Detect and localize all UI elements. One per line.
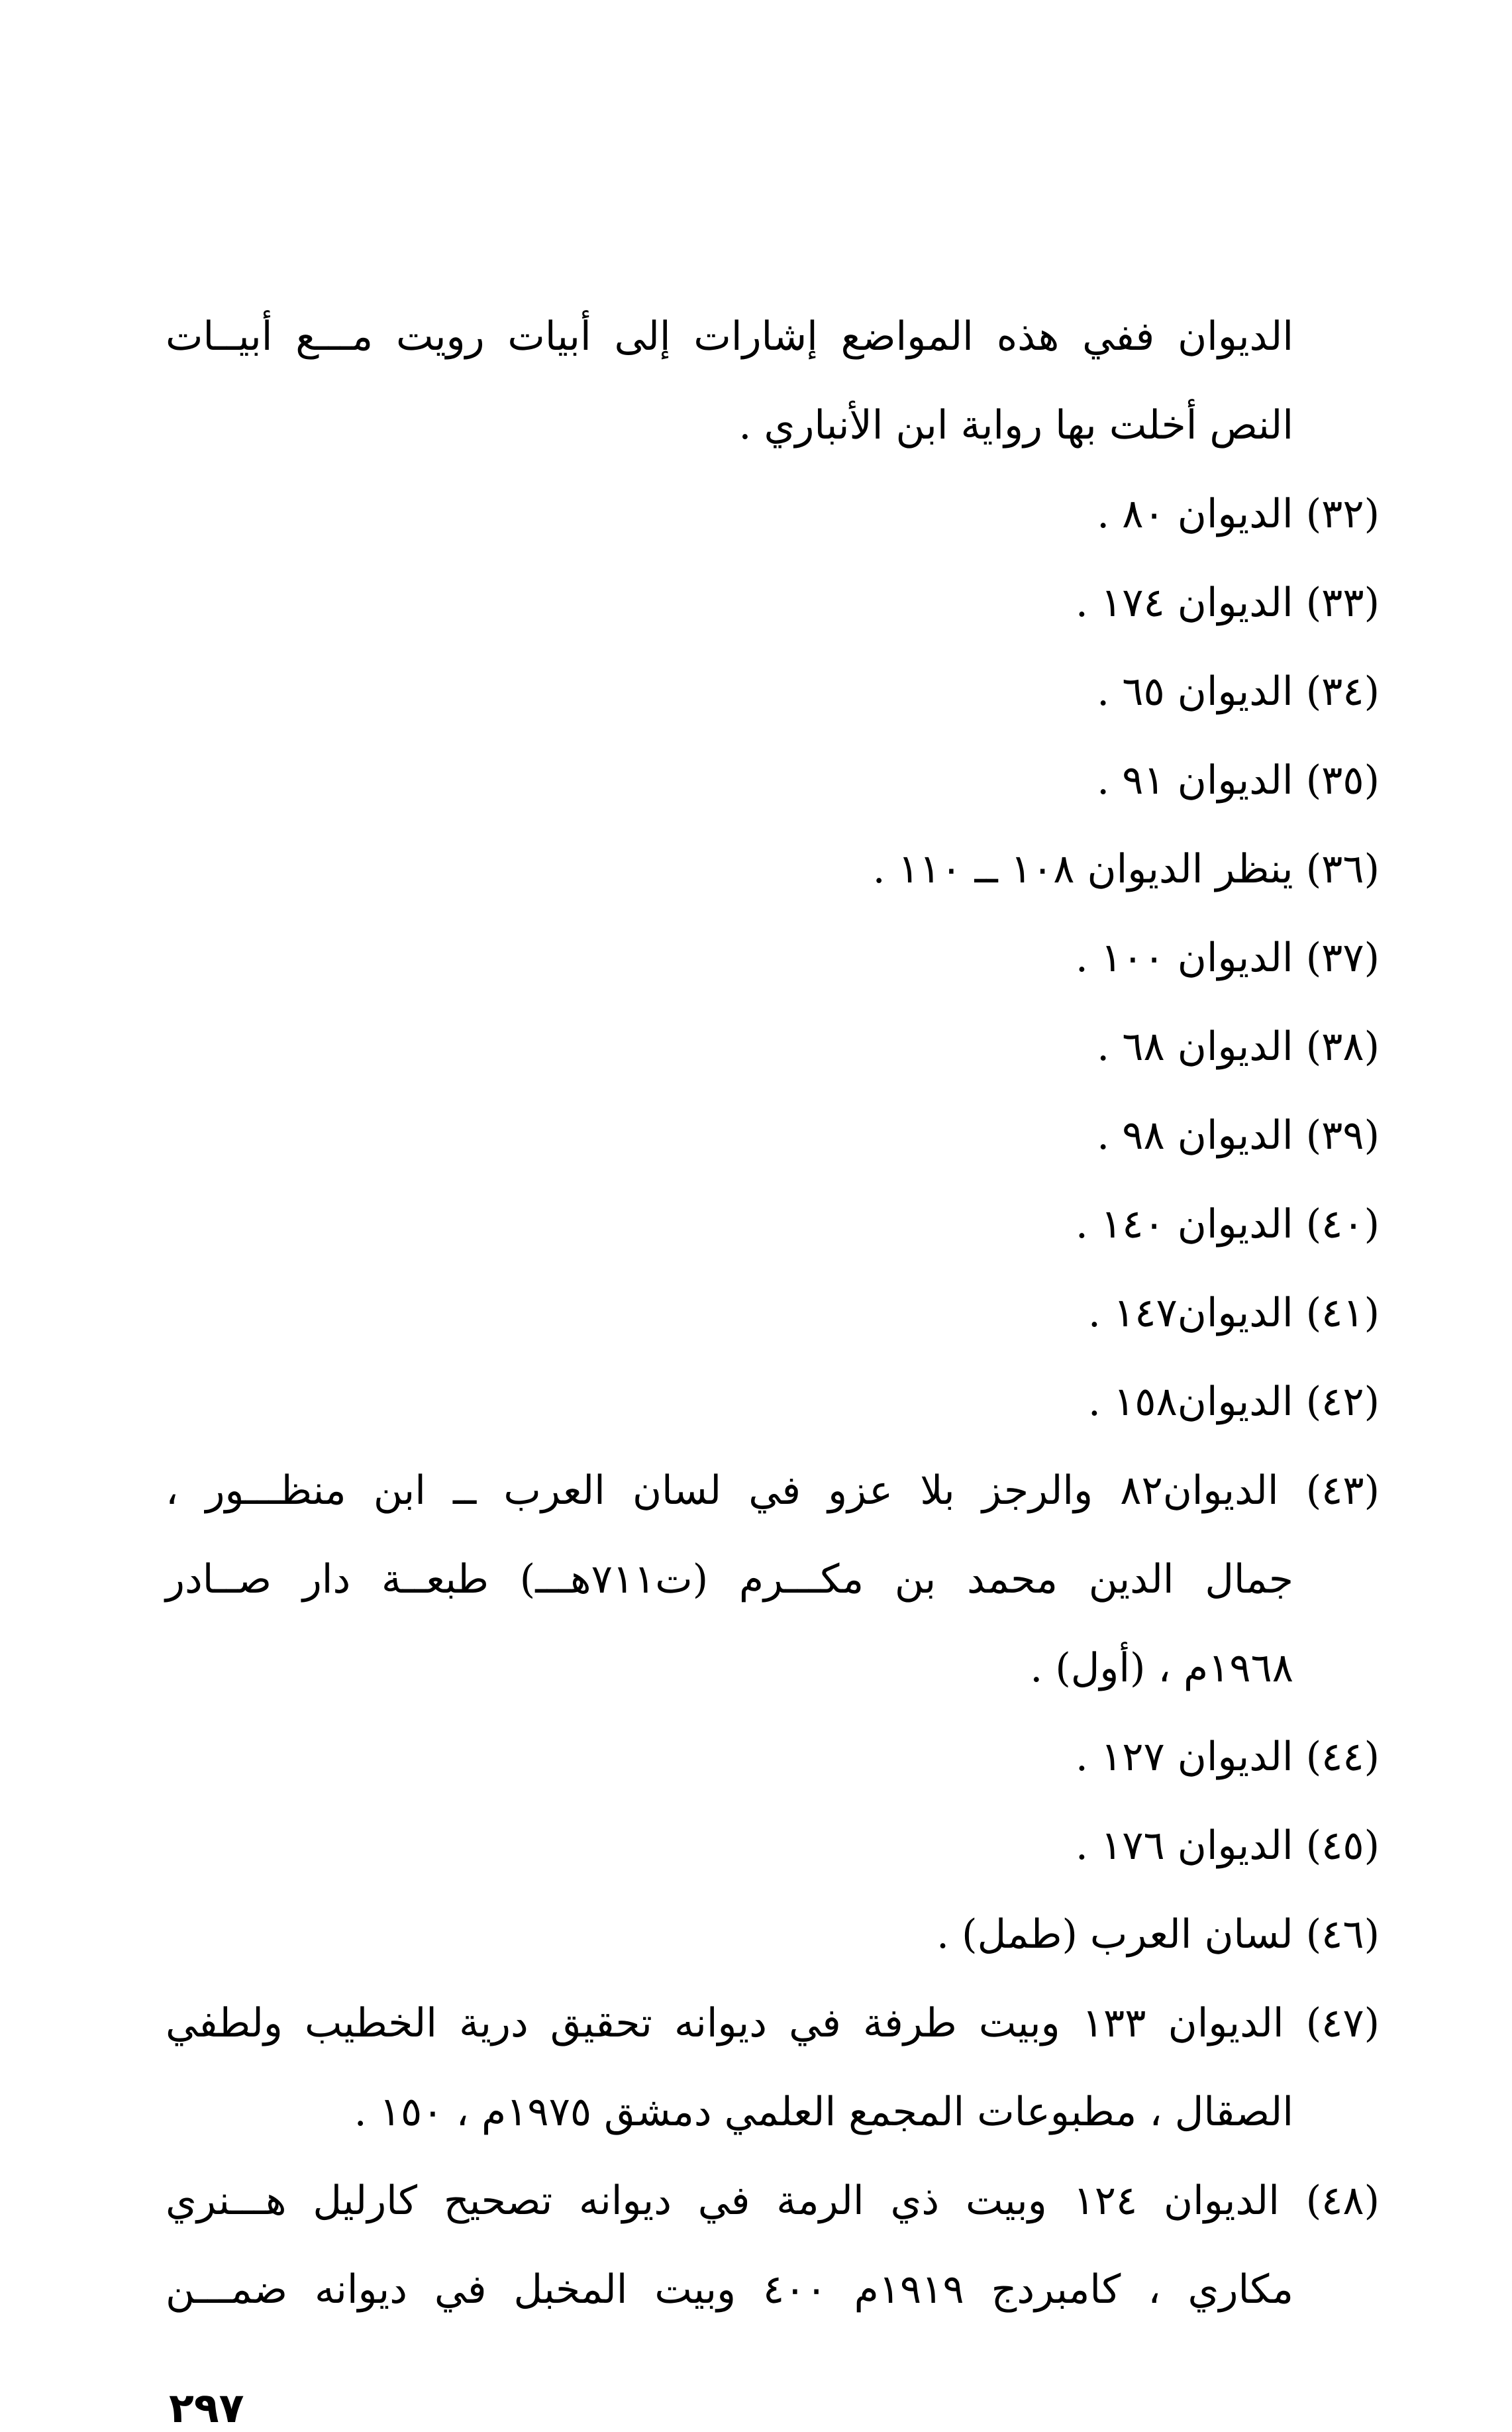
footnote-line: (٣٢) الديوان ٨٠ .	[1097, 491, 1380, 537]
footnote-line: (٣٣) الديوان ١٧٤ .	[1075, 580, 1380, 626]
footnote-line: (٣٩) الديوان ٩٨ .	[1097, 1112, 1380, 1159]
footnote-line: (٤١) الديوان١٤٧ .	[1087, 1290, 1380, 1336]
footnote-line: (٤٨) الديوان ١٢٤ وبيت ذي الرمة في ديوانه تصحيح كارليل هـــنري	[166, 2178, 1380, 2224]
footnote-line: (٤٥) الديوان ١٧٦ .	[1075, 1823, 1380, 1869]
text-line: الصقال ، مطبوعات المجمع العلمي دمشق ١٩٧٥م ، ١٥٠ .	[354, 2089, 1293, 2135]
footnote-line: (٤٤) الديوان ١٢٧ .	[1075, 1734, 1380, 1780]
text-line: النص أخلت بها رواية ابن الأنباري .	[738, 402, 1293, 449]
footnote-line: (٣٤) الديوان ٦٥ .	[1097, 668, 1380, 715]
footnote-line: (٣٧) الديوان ١٠٠ .	[1075, 935, 1380, 981]
page-number: ٢٩٧	[169, 2384, 244, 2432]
footnote-line: (٣٥) الديوان ٩١ .	[1097, 757, 1380, 804]
footnote-line: (٤٦) لسان العرب (طمل) .	[936, 1911, 1380, 1958]
footnote-line: (٣٨) الديوان ٦٨ .	[1097, 1024, 1380, 1070]
text-line: مكاري ، كامبردج ١٩١٩م ٤٠٠ وبيت المخبل في ديوانه ضمـــن	[166, 2266, 1294, 2313]
footnote-line: (٤٧) الديوان ١٣٣ وبيت طرفة في ديوانه تحقيق درية الخطيب ولطفي	[166, 2000, 1380, 2046]
text-line: جمال الدين محمد بن مكـــرم (ت٧١١هـــ) طبعــة دار صــادر	[166, 1556, 1293, 1603]
footnote-line: (٣٦) ينظر الديوان ١٠٨ ــ ١١٠ .	[872, 846, 1380, 892]
footnote-line: (٤٠) الديوان ١٤٠ .	[1075, 1201, 1380, 1247]
footnote-line: (٤٢) الديوان١٥٨ .	[1087, 1379, 1380, 1425]
footnote-line: (٤٣) الديوان٨٢ والرجز بلا عزو في لسان العرب ــ ابن منظـــور ،	[166, 1467, 1380, 1514]
text-line: الديوان ففي هذه المواضع إشارات إلى أبيات رويت مـــع أبيــات	[166, 313, 1293, 360]
text-line: ١٩٦٨م ، (أول) .	[1030, 1645, 1293, 1691]
